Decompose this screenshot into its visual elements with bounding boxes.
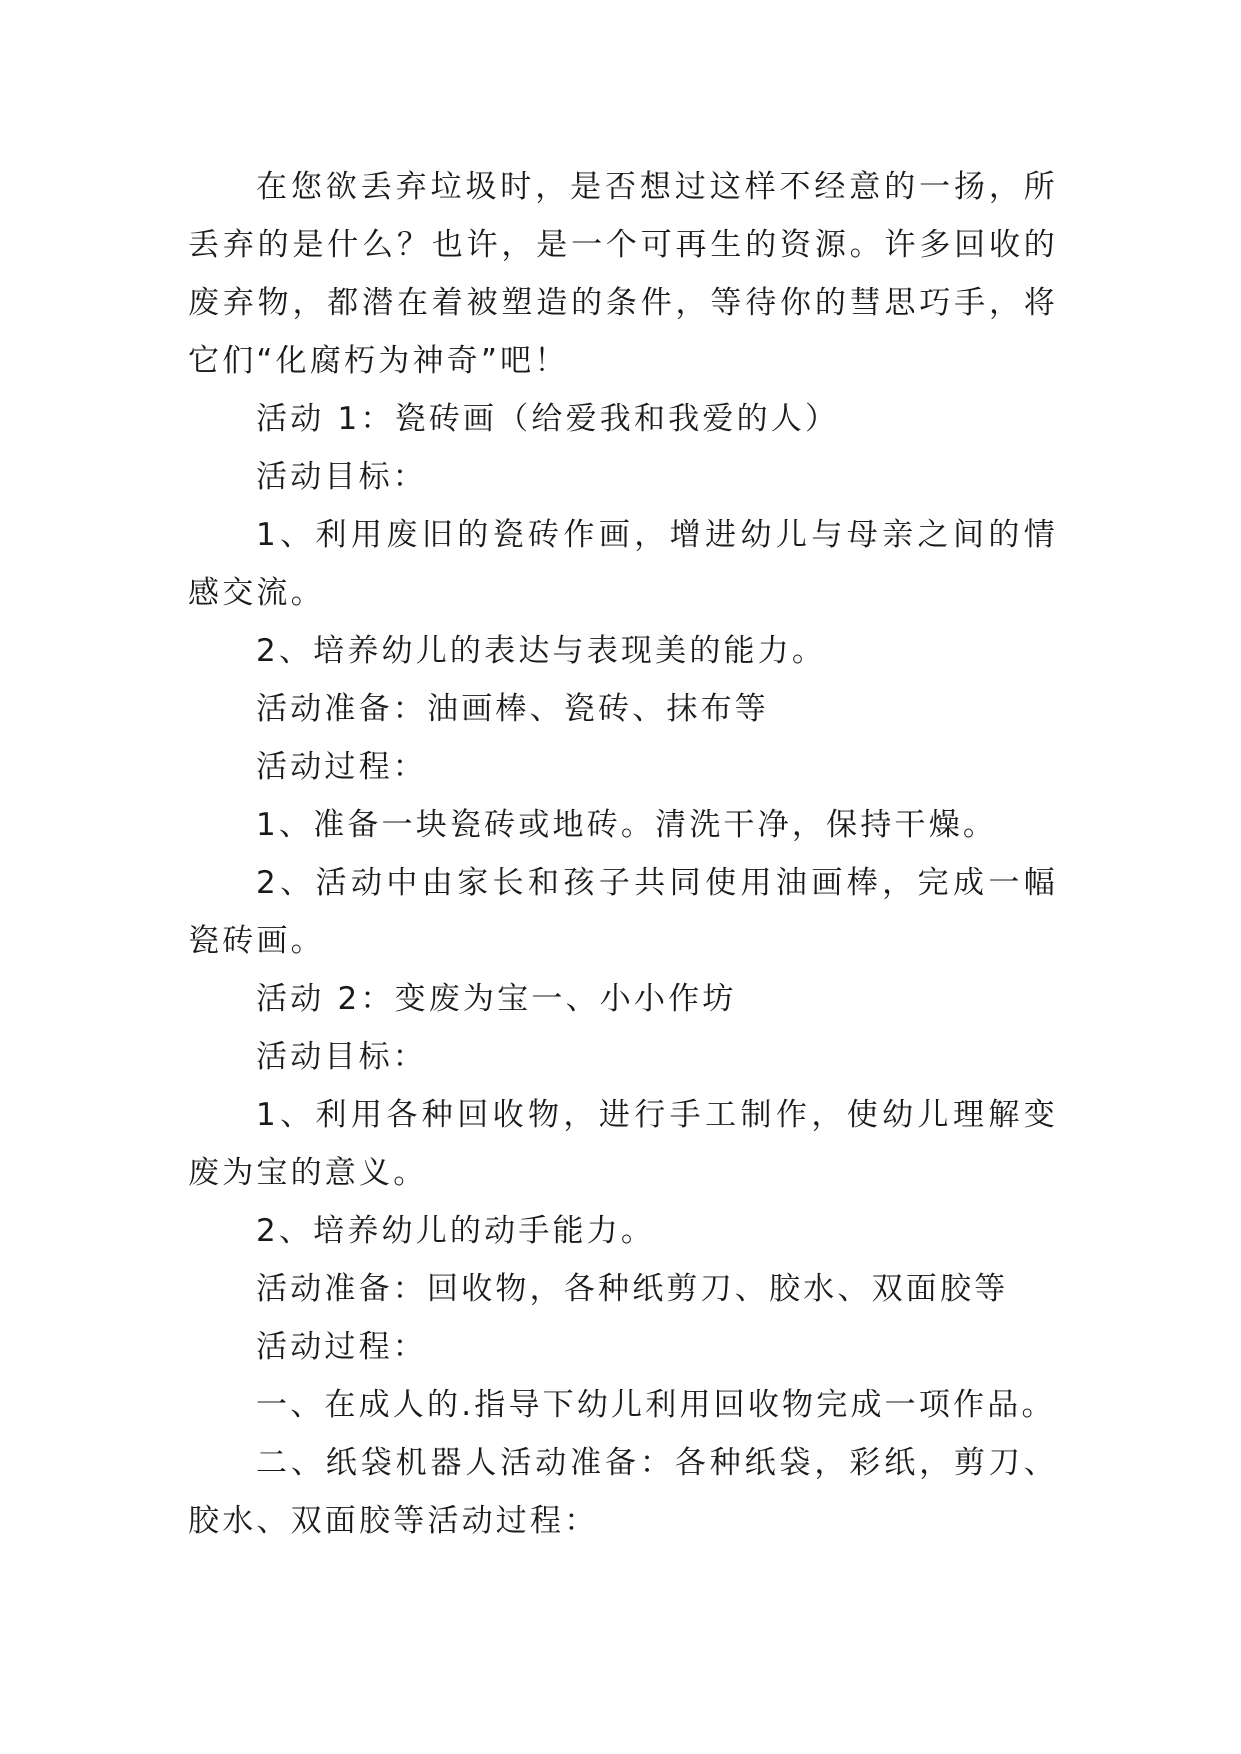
activity-2-step-2: 二、纸袋机器人活动准备：各种纸袋，彩纸，剪刀、胶水、双面胶等活动过程： xyxy=(188,1445,1058,1539)
activity-2-heading: 活动 2：变废为宝一、小小作坊 xyxy=(256,981,737,1017)
intro-paragraph: 在您欲丢弃垃圾时，是否想过这样不经意的一扬，所丢弃的是什么？也许，是一个可再生的资源。许多回收的废弃物，都潜在着被塑造的条件，等待你的彗思巧手，将它们“化腐朽为神奇”吧！ xyxy=(188,169,1058,379)
activity-1-process-label: 活动过程： xyxy=(256,749,427,785)
activity-2-preparation: 活动准备：回收物，各种纸剪刀、胶水、双面胶等 xyxy=(256,1271,1009,1307)
activity-2-goal-2: 2、培养幼儿的动手能力。 xyxy=(256,1213,656,1249)
activity-2-process-label: 活动过程： xyxy=(256,1329,427,1365)
activity-1-step-1: 1、准备一块瓷砖或地砖。清洗干净，保持干燥。 xyxy=(256,807,998,843)
activity-1-goals-label: 活动目标： xyxy=(256,459,427,495)
activity-1-goal-2: 2、培养幼儿的表达与表现美的能力。 xyxy=(256,633,827,669)
activity-1-preparation: 活动准备：油画棒、瓷砖、抹布等 xyxy=(256,691,769,727)
activity-2-goal-1: 1、利用各种回收物，进行手工制作，使幼儿理解变废为宝的意义。 xyxy=(188,1097,1058,1191)
activity-2-step-1: 一、在成人的.指导下幼儿利用回收物完成一项作品。 xyxy=(256,1387,1056,1423)
activity-1-heading: 活动 1：瓷砖画（给爱我和我爱的人） xyxy=(256,401,840,437)
activity-2-goals-label: 活动目标： xyxy=(256,1039,427,1075)
document-body xyxy=(188,158,1058,1550)
activity-1-goal-1: 1、利用废旧的瓷砖作画，增进幼儿与母亲之间的情感交流。 xyxy=(188,517,1058,611)
activity-1-step-2: 2、活动中由家长和孩子共同使用油画棒，完成一幅瓷砖画。 xyxy=(188,865,1058,959)
